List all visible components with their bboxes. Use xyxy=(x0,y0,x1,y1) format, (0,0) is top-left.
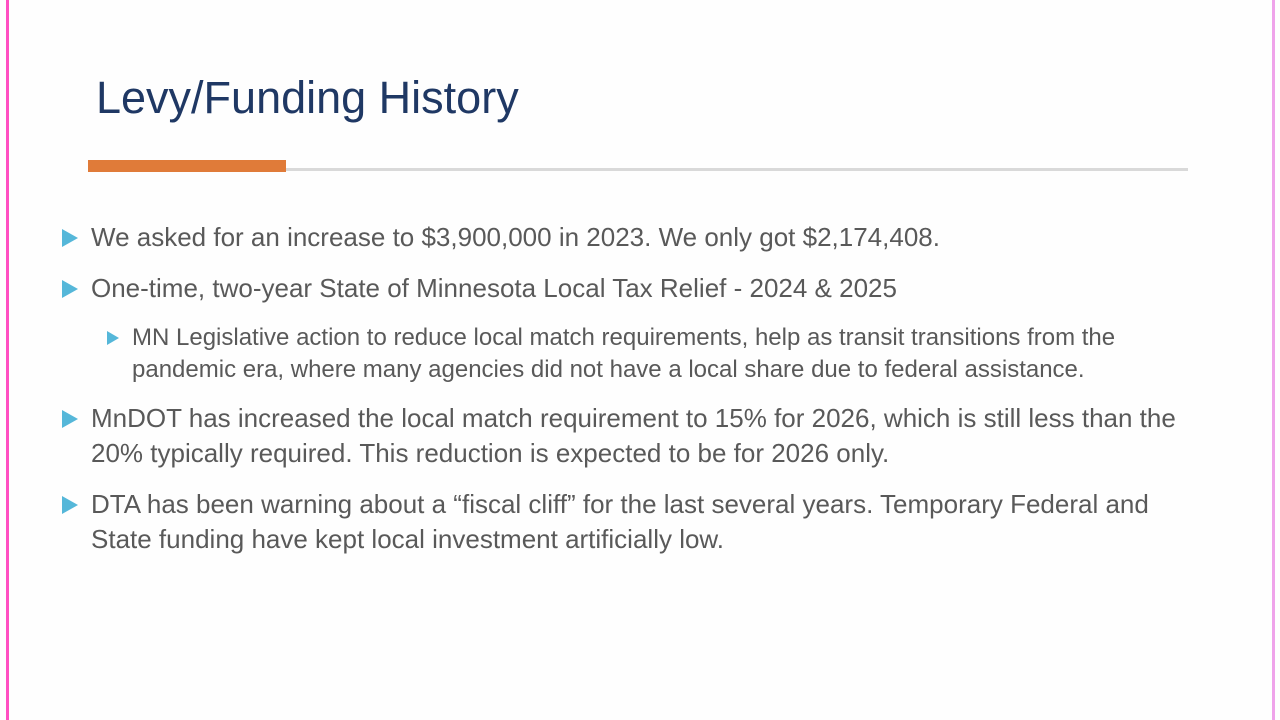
bullet-triangle-icon xyxy=(62,496,78,514)
bullet-text: DTA has been warning about a “fiscal cliff” for the last several years. Temporary Federal and State funding have kept local investment artificially low. xyxy=(91,489,1149,554)
bullet-text: MnDOT has increased the local match requirement to 15% for 2026, which is still less than the 20% typically required. This reduction is expected to be for 2026 only. xyxy=(91,403,1176,468)
sub-bullet-text: MN Legislative action to reduce local match requirements, help as transit transitions from the pandemic era, where many agencies did not have a local share due to federal assistance. xyxy=(132,324,1116,383)
slide-body xyxy=(62,220,1192,573)
title-accent-bar xyxy=(88,160,286,172)
bullet-triangle-icon xyxy=(107,331,119,345)
slide-title: Levy/Funding History xyxy=(96,72,519,123)
bullet-item xyxy=(62,271,1192,306)
sub-bullet-item xyxy=(107,322,1192,386)
bullet-item xyxy=(62,487,1192,557)
bullet-item xyxy=(62,220,1192,255)
bullet-item xyxy=(62,401,1192,471)
bullet-text: One-time, two-year State of Minnesota Local Tax Relief - 2024 & 2025 xyxy=(91,273,897,303)
bullet-triangle-icon xyxy=(62,410,78,428)
title-divider-line xyxy=(286,168,1188,171)
bullet-triangle-icon xyxy=(62,229,78,247)
bullet-text: We asked for an increase to $3,900,000 in 2023. We only got $2,174,408. xyxy=(91,222,940,252)
bullet-triangle-icon xyxy=(62,280,78,298)
frame-edge-left xyxy=(6,0,9,720)
frame-edge-right xyxy=(1272,0,1275,720)
